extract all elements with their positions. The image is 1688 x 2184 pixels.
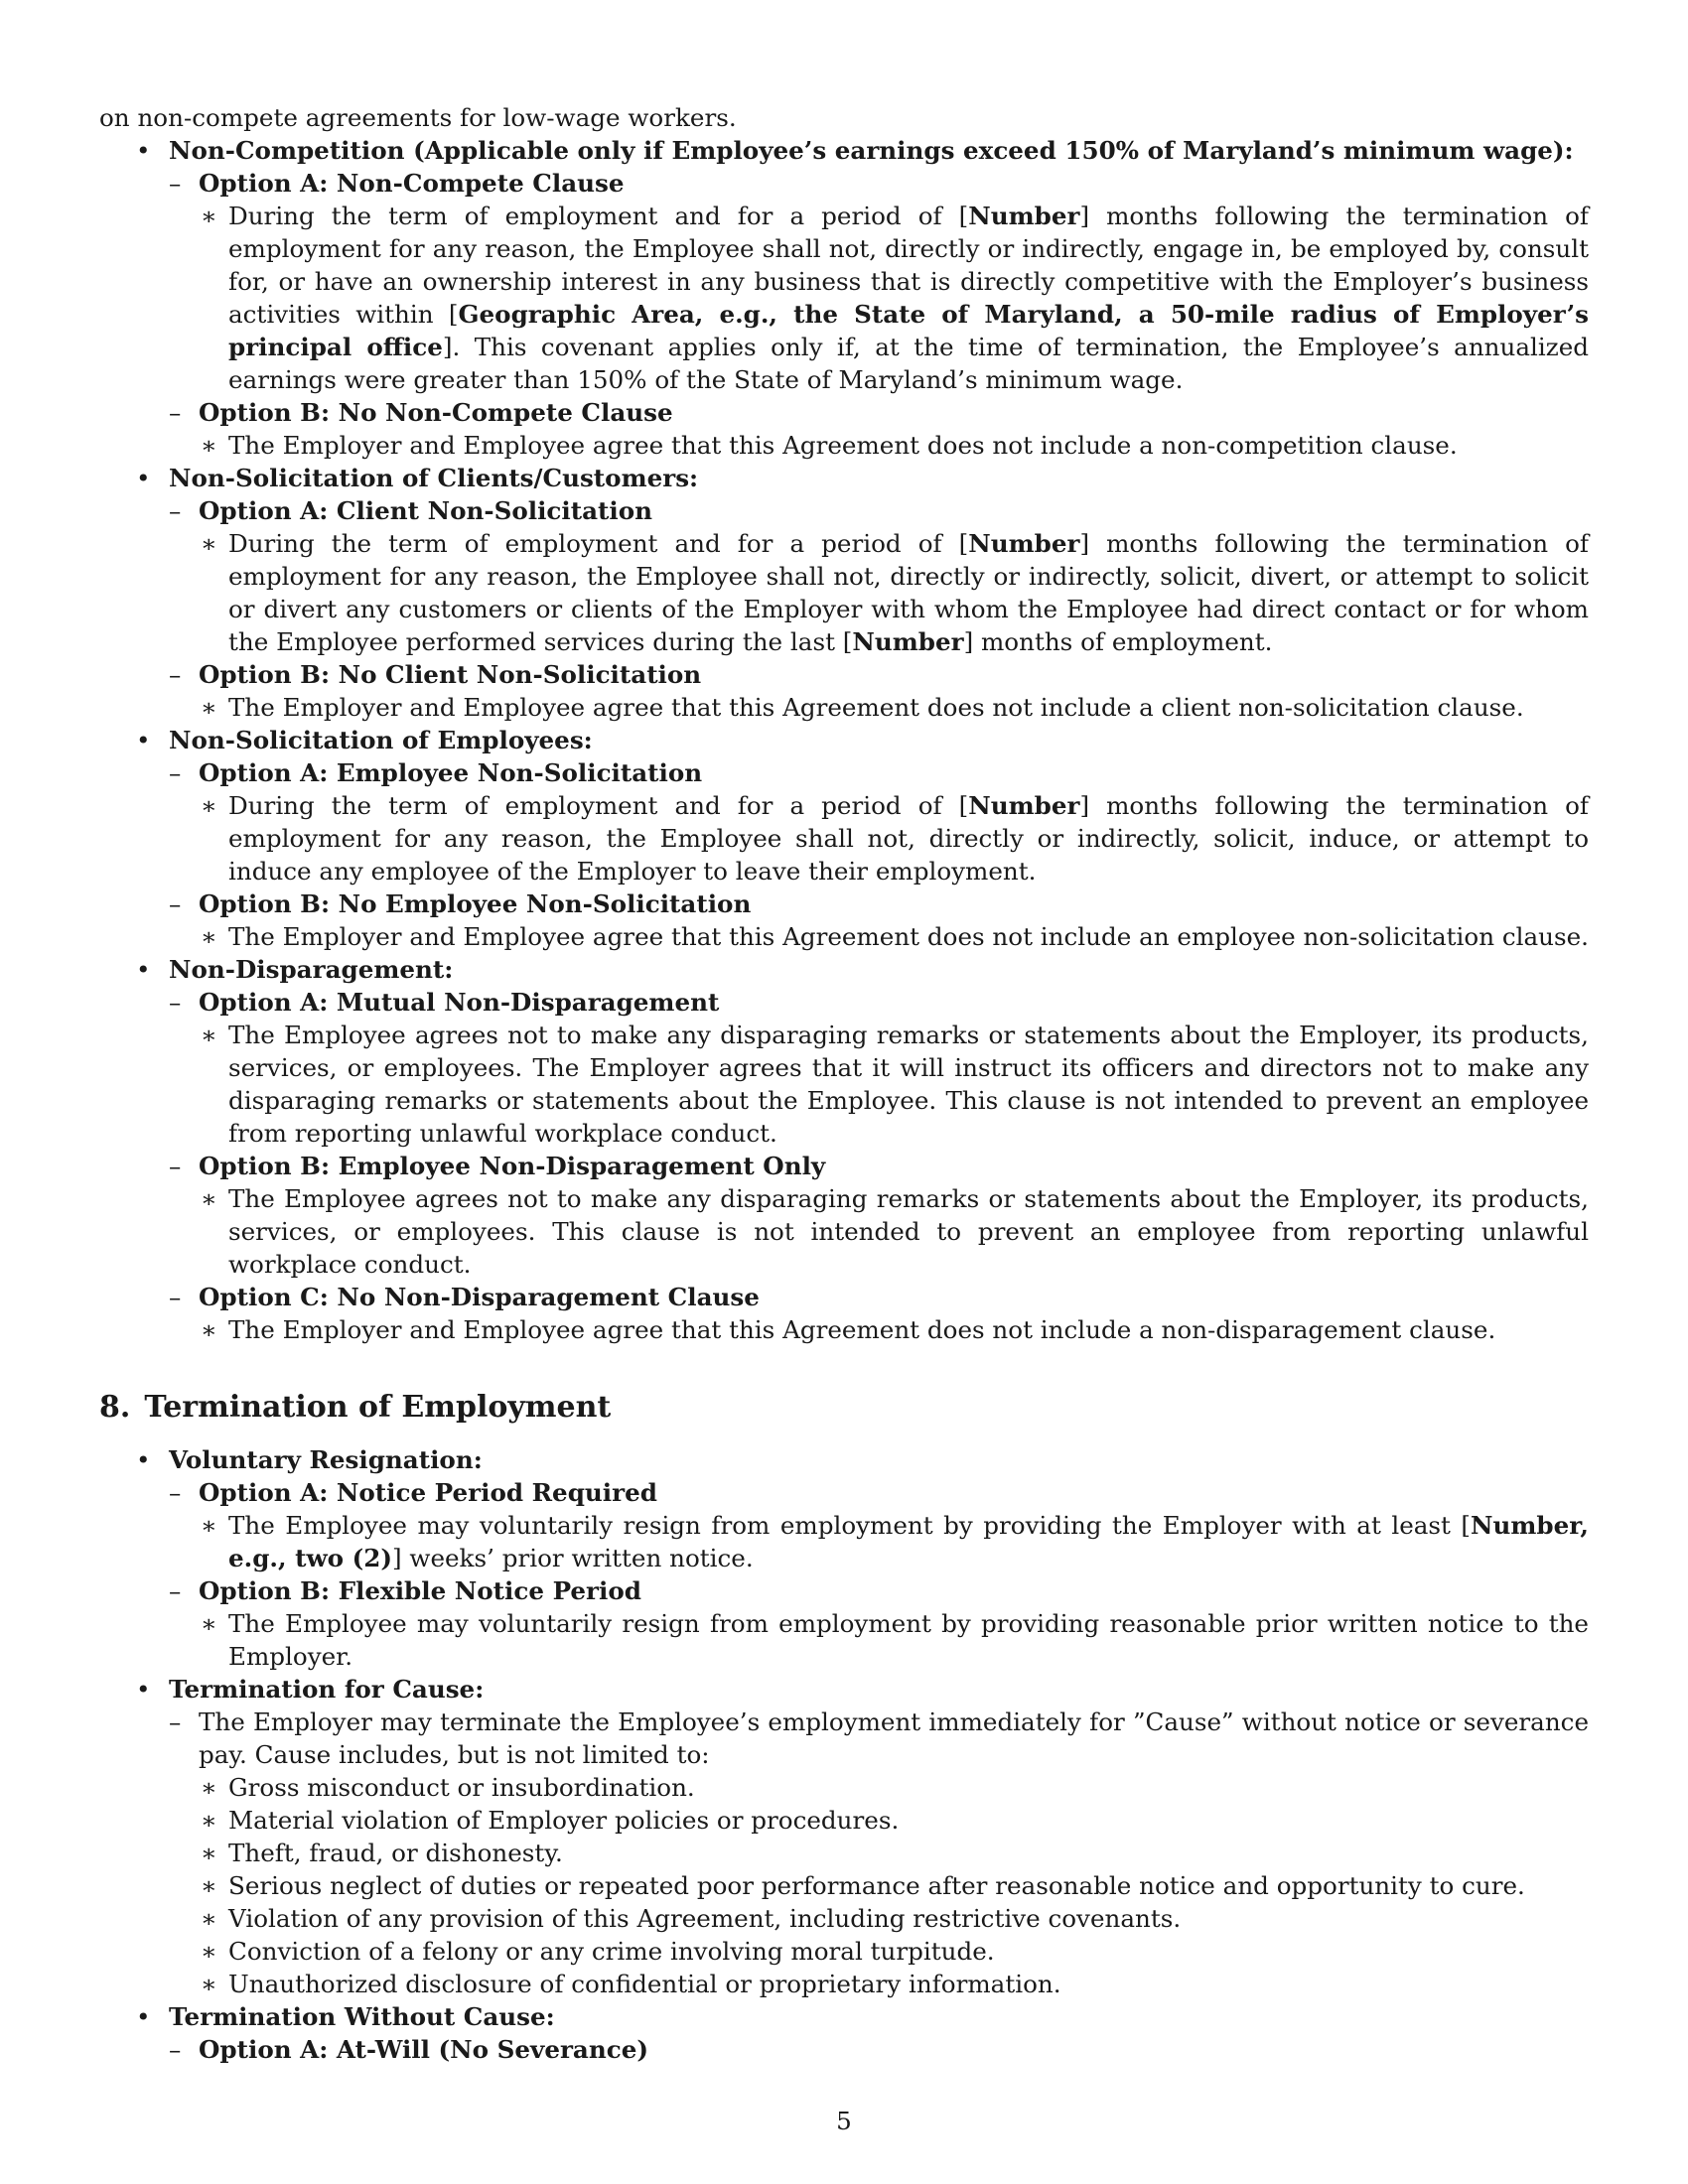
option-clauses — [199, 789, 1589, 887]
placeholder-number: Number — [968, 791, 1080, 820]
cause-item: ∗ Gross misconduct or insubordination. — [199, 1771, 1589, 1804]
employee-clause — [199, 789, 1589, 887]
without-cause-option-a — [169, 2033, 1589, 2066]
nondisparagement-options — [169, 986, 1589, 1346]
client-option-a — [169, 494, 1589, 658]
employee-nonsolicit-item — [99, 724, 1589, 953]
placeholder-number: Number, e.g., two (2) — [228, 1511, 1589, 1572]
nondisparagement-title: Non-Disparagement: — [169, 955, 454, 984]
client-options — [169, 494, 1589, 724]
option-heading: Option B: Flexible Notice Period — [199, 1576, 641, 1605]
employee-options — [169, 756, 1589, 953]
option-heading: Option A: Non-Compete Clause — [199, 169, 625, 198]
clause-text: ] months following the termination of employment for any reason, the Employee shall not, directly or indirectly, engage in, be employed by, consult for, or have an ownership interest in any business that is directly competitive with the Employer’s business activities within [ — [228, 202, 1589, 329]
without-cause-item — [99, 2000, 1589, 2066]
option-heading: Option A: Mutual Non-Disparagement — [199, 988, 720, 1017]
nondisparagement-option-a — [169, 986, 1589, 1150]
clause-text: ∗ The Employee may voluntarily resign from employment by providing reasonable prior written notice to the Employer. — [199, 1607, 1589, 1673]
clause-text: ] months following the termination of employment for any reason, the Employee shall not, directly or indirectly, solicit, divert, or attempt to solicit or divert any customers or clients of the Employer with whom the Employee had direct contact or for whom the Employee performed services during the last [ — [228, 529, 1589, 656]
option-heading: Option A: Notice Period Required — [199, 1478, 657, 1507]
option-heading: Option C: No Non-Disparagement Clause — [199, 1283, 760, 1311]
resignation-option-a — [169, 1476, 1589, 1574]
page-number: 5 — [836, 2107, 852, 2135]
clause-text: ] months following the termination of employment for any reason, the Employee shall not, directly or indirectly, solicit, induce, or attempt to induce any employee of the Employer to leave their employment. — [228, 791, 1589, 886]
noncompete-option-b — [169, 396, 1589, 462]
client-clause — [199, 527, 1589, 658]
clause-text: ∗ The Employer and Employee agree that this Agreement does not include an employee non-solicitation clause. — [199, 920, 1589, 953]
section-title: Termination of Employment — [144, 1390, 612, 1425]
clause-text: ∗ The Employer and Employee agree that this Agreement does not include a non-competition clause. — [199, 429, 1589, 462]
option-heading: Option B: Employee Non-Disparagement Only — [199, 1152, 826, 1180]
option-heading: Option A: At-Will (No Severance) — [199, 2035, 649, 2064]
without-cause-options — [169, 2033, 1589, 2066]
covenant-list — [99, 134, 1589, 1346]
nondisparagement-option-b — [169, 1150, 1589, 1281]
option-heading: Option A: Client Non-Solicitation — [199, 496, 653, 525]
for-cause-intro — [169, 1706, 1589, 2000]
nondisparagement-item — [99, 953, 1589, 1346]
clause-text: ] months of employment. — [963, 627, 1273, 656]
employee-nonsolicit-title: Non-Solicitation of Employees: — [169, 726, 593, 754]
resignation-item — [99, 1443, 1589, 1673]
placeholder-geographic-area: Geographic Area, e.g., the State of Maryland, a 50-mile radius of Employer’s principal office — [228, 300, 1589, 361]
termination-list — [99, 1443, 1589, 2066]
noncompete-options — [169, 167, 1589, 462]
employee-option-b — [169, 887, 1589, 953]
option-clauses — [199, 920, 1589, 953]
option-heading: Option B: No Client Non-Solicitation — [199, 660, 702, 689]
clause-text: ∗ The Employee agrees not to make any disparaging remarks or statements about the Employer, its products, services, or employees. This clause is not intended to prevent an employee from reporting unlawful workplace conduct. — [199, 1182, 1589, 1281]
option-clauses — [199, 1509, 1589, 1574]
option-clauses — [199, 1313, 1589, 1346]
clause-text: During the term of employment and for a period of [ — [228, 529, 969, 558]
option-clauses — [199, 691, 1589, 724]
for-cause-title: Termination for Cause: — [169, 1675, 485, 1704]
option-heading: Option B: No Non-Compete Clause — [199, 398, 673, 427]
option-heading: Option A: Employee Non-Solicitation — [199, 758, 703, 787]
for-cause-item — [99, 1673, 1589, 2000]
cause-intro-text: – The Employer may terminate the Employee’s employment immediately for ”Cause” without notice or severance pay. Cause includes, but is not limited to: — [199, 1707, 1589, 1769]
cause-item: ∗ Violation of any provision of this Agreement, including restrictive covenants. — [199, 1902, 1589, 1935]
page-content — [99, 134, 1589, 2066]
resignation-option-b — [169, 1574, 1589, 1673]
option-clauses — [199, 1607, 1589, 1673]
cause-item: ∗ Theft, fraud, or dishonesty. — [199, 1837, 1589, 1869]
placeholder-number: Number — [968, 529, 1080, 558]
without-cause-title: Termination Without Cause: — [169, 2002, 555, 2031]
continuation-line: on non-compete agreements for low-wage workers. — [99, 103, 737, 132]
nondisparagement-option-c — [169, 1281, 1589, 1346]
cause-item: ∗ Material violation of Employer policies or procedures. — [199, 1804, 1589, 1837]
resignation-title: Voluntary Resignation: — [169, 1445, 483, 1474]
clause-text: During the term of employment and for a period of [ — [228, 202, 969, 230]
noncompete-clause — [199, 200, 1589, 396]
client-nonsolicit-title: Non-Solicitation of Clients/Customers: — [169, 464, 699, 492]
cause-item: ∗ Unauthorized disclosure of confidential or proprietary information. — [199, 1968, 1589, 2000]
clause-text: ∗ The Employee agrees not to make any disparaging remarks or statements about the Employer, its products, services, or employees. The Employer agrees that it will instruct its officers and directors not to make any disparaging remarks or statements about the Employee. This clause is not intended to prevent an employee from reporting unlawful workplace conduct. — [199, 1019, 1589, 1150]
cause-list — [199, 1771, 1589, 2000]
noncompete-title: Non-Competition (Applicable only if Employee’s earnings exceed 150% of Maryland’s minimum wage): — [169, 136, 1574, 165]
client-option-b — [169, 658, 1589, 724]
option-clauses — [199, 429, 1589, 462]
noncompete-option-a — [169, 167, 1589, 396]
client-nonsolicit-item — [99, 462, 1589, 724]
option-clauses — [199, 1019, 1589, 1150]
option-clauses — [199, 527, 1589, 658]
cause-item: ∗ Serious neglect of duties or repeated poor performance after reasonable notice and opportunity to cure. — [199, 1869, 1589, 1902]
resignation-clause — [199, 1509, 1589, 1574]
section-heading — [99, 1388, 1589, 1428]
clause-text: ∗ The Employer and Employee agree that this Agreement does not include a non-disparagement clause. — [199, 1313, 1589, 1346]
clause-text: The Employee may voluntarily resign from employment by providing the Employer with at least [ — [228, 1511, 1472, 1540]
clause-text: ] weeks’ prior written notice. — [391, 1544, 754, 1572]
clause-text: During the term of employment and for a period of [ — [228, 791, 969, 820]
cause-item: ∗ Conviction of a felony or any crime involving moral turpitude. — [199, 1935, 1589, 1968]
clause-text: ]. This covenant applies only if, at the time of termination, the Employee’s annualized earnings were greater than 150% of the State of Maryland’s minimum wage. — [228, 333, 1589, 394]
section-number: 8. — [99, 1390, 131, 1425]
employee-option-a — [169, 756, 1589, 887]
resignation-options — [169, 1476, 1589, 1673]
option-clauses — [199, 1182, 1589, 1281]
clause-text: ∗ The Employer and Employee agree that this Agreement does not include a client non-solicitation clause. — [199, 691, 1589, 724]
placeholder-number: Number — [968, 202, 1080, 230]
for-cause-body — [169, 1706, 1589, 2000]
placeholder-number: Number — [852, 627, 964, 656]
option-heading: Option B: No Employee Non-Solicitation — [199, 889, 752, 918]
option-clauses — [199, 200, 1589, 396]
noncompete-item — [99, 134, 1589, 462]
